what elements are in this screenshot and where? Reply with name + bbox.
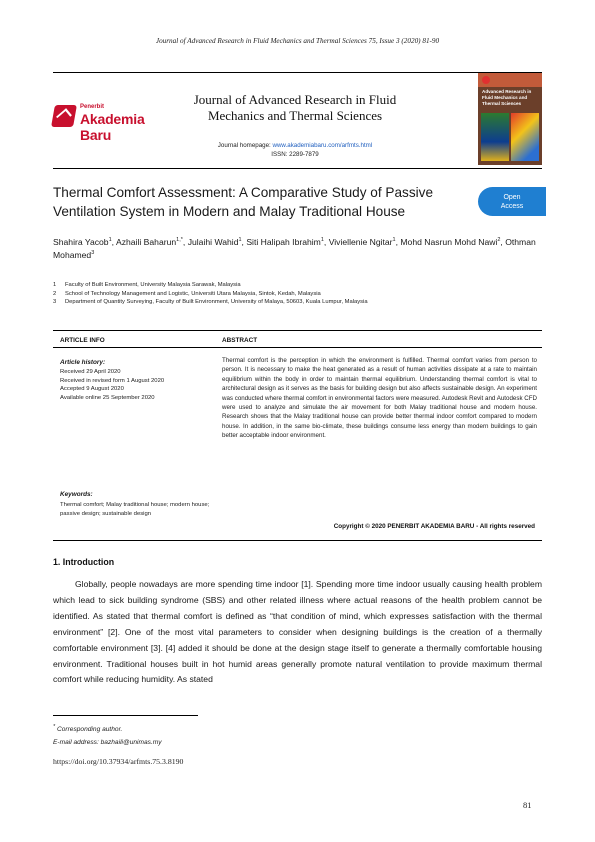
author-name: Shahira Yacob: [53, 237, 109, 247]
author-name: Viviellenie Ngitar: [328, 237, 393, 247]
page-number: 81: [523, 800, 532, 810]
running-head: Journal of Advanced Research in Fluid Mechanics and Thermal Sciences 75, Issue 3 (2020) 81-90: [155, 37, 440, 45]
history-item: Available online 25 September 2020: [60, 394, 155, 401]
homepage-link[interactable]: www.akademiabaru.com/arfmts.html: [272, 142, 373, 149]
keywords-label: Keywords:: [60, 491, 93, 498]
author-affiliation-marker: 1: [108, 237, 112, 244]
abstract-heading: ABSTRACT: [222, 337, 258, 344]
section-heading: 1. Introduction: [53, 557, 115, 567]
copyright: Copyright © 2020 PENERBIT AKADEMIA BARU - All rights reserved: [333, 523, 535, 530]
author-name: Mohd Nasrun Mohd Nawi: [400, 237, 498, 247]
publisher-logo: [53, 103, 171, 143]
affiliation-text: Faculty of Built Environment, University Malaysia Sarawak, Malaysia: [65, 282, 241, 288]
affiliation-number: 3: [53, 299, 57, 305]
author-name: Julaihi Wahid: [187, 237, 239, 247]
author-affiliation-marker: 1: [238, 237, 242, 244]
affiliation-item: [53, 298, 543, 307]
journal-meta: [180, 141, 410, 159]
affiliation-text: School of Technology Management and Logistic, Universiti Utara Malaysia, Sintok, Kedah, Malaysia: [65, 290, 321, 297]
info-bottom-rule: [53, 540, 542, 541]
affiliation-number: 1: [53, 282, 57, 288]
article-info-heading: ARTICLE INFO: [60, 337, 105, 344]
keywords: Thermal comfort; Malay traditional house; modern house; passive design; sustainable design: [60, 502, 210, 517]
history-item: Received 29 April 2020: [60, 369, 121, 375]
journal-cover-image: [478, 73, 542, 165]
open-access-line2: Access: [500, 202, 524, 210]
article-title: Thermal Comfort Assessment: A Comparative Study of Passive Ventilation System in Modern and Malay Traditional House: [53, 185, 434, 219]
affiliations: [53, 281, 543, 307]
info-header-rule: [53, 347, 542, 348]
article-history: [60, 368, 210, 402]
author-name: Azhaili Baharun: [115, 237, 177, 247]
footnote: [53, 721, 162, 749]
header-bottom-rule: [53, 168, 542, 169]
journal-title: Journal of Advanced Research in Fluid Mechanics and Thermal Sciences: [193, 92, 397, 123]
corresponding-author: Corresponding author.: [56, 726, 123, 734]
author-affiliation-marker: 1: [392, 237, 396, 244]
affiliation-item: [53, 290, 543, 299]
homepage-label: Journal homepage:: [217, 142, 273, 149]
article-history-label: Article history:: [60, 359, 106, 366]
author-affiliation-marker: 3: [91, 250, 95, 257]
author-affiliation-marker: 1,*: [176, 237, 183, 244]
author-name: Othman Mohamed: [53, 237, 536, 260]
affiliation-text: Department of Quantity Surveying, Faculty of Built Environment, University of Malaya, 50603, Kuala Lumpur, Malaysia: [65, 299, 368, 305]
cover-figure-right: [511, 113, 539, 161]
open-access-badge[interactable]: [478, 187, 546, 216]
cover-figure-left: [481, 113, 509, 161]
history-item: Accepted 9 August 2020: [60, 386, 124, 392]
publisher-logo-name: Akademia Baru: [80, 111, 145, 143]
author-list: Shahira Yacob$^1$, Azhaili Baharun$^{1,*}$, Julaihi Wahid$^1$, Siti Halipah Ibrahim$^1$, Viviellenie Ngitar$^1$, Mohd Nasrun Mohd Nawi$^2$, Othman Mohamed$^3$: [53, 237, 536, 260]
info-top-rule: [53, 330, 542, 331]
history-item: Received in revised form 1 August 2020: [60, 377, 165, 384]
author-affiliation-marker: 2: [497, 237, 501, 244]
publisher-logo-mark-icon: [51, 105, 77, 127]
affiliation-number: 2: [53, 290, 57, 297]
body-paragraph: Globally, people nowadays are more spending time indoor [1]. Spending more time indoor usually causing health problem which lead to sick building syndrome (SBS) and other related illness where actual reasons of the health problem cannot be identified. As stated that thermal comfort is defined as “that condition of mind, which expresses satisfaction with the thermal environment” [2]. One of the most vital parameters to consider when designing buildings is the creation of a thermally comfortable environment [3]. [4] added it should be done at the design stage itself to generate a thermally comfortable housing environment. Traditional houses built in hot humid areas generally promote natural ventilation to provide maximum thermal comfort while reducing humidity. As stated: [53, 579, 542, 685]
footnote-rule: [53, 715, 198, 716]
footnote-marker: *: [53, 724, 56, 730]
author-name: Siti Halipah Ibrahim: [246, 237, 321, 247]
header-top-rule: [53, 72, 542, 73]
publisher-logo-small: Penerbit: [80, 104, 105, 110]
cover-title: Advanced Research in Fluid Mechanics and Thermal Sciences: [482, 89, 532, 106]
abstract-text: Thermal comfort is the perception in which the environment is fulfilled. Thermal comfort varies from person to person. It is necessary to make the heat generated as a result of human activities dissipate at a rate to maintain equilibrium within the body in order to maintain thermal equilibrium. Understanding thermal comfort is vital to architectural design as it serves as the basis for building design but also affects sustainable design. An experiment was conducted where thermal comfort in environmental factors were measured. Autodesk Revit and Autodesk CFD were used to analyze and simulate the air movement for both Malay traditional house and modern house. Research shows that the Malay traditional house can provide better thermal indoor comfort compared to modern house. In addition, in the same bio-climate, these buildings consume less energy than modern buildings to gain better acceptable indoor environment.: [222, 357, 537, 440]
issn: ISSN: 2289-7879: [271, 151, 319, 158]
open-access-line1: Open: [503, 193, 521, 201]
affiliation-item: [53, 281, 543, 290]
email-address: E-mail address: bazhaili@unimas.my: [53, 739, 162, 747]
doi-link[interactable]: https://doi.org/10.37934/arfmts.75.3.8190: [53, 757, 184, 766]
cover-badge-icon: [482, 76, 490, 84]
author-affiliation-marker: 1: [320, 237, 324, 244]
